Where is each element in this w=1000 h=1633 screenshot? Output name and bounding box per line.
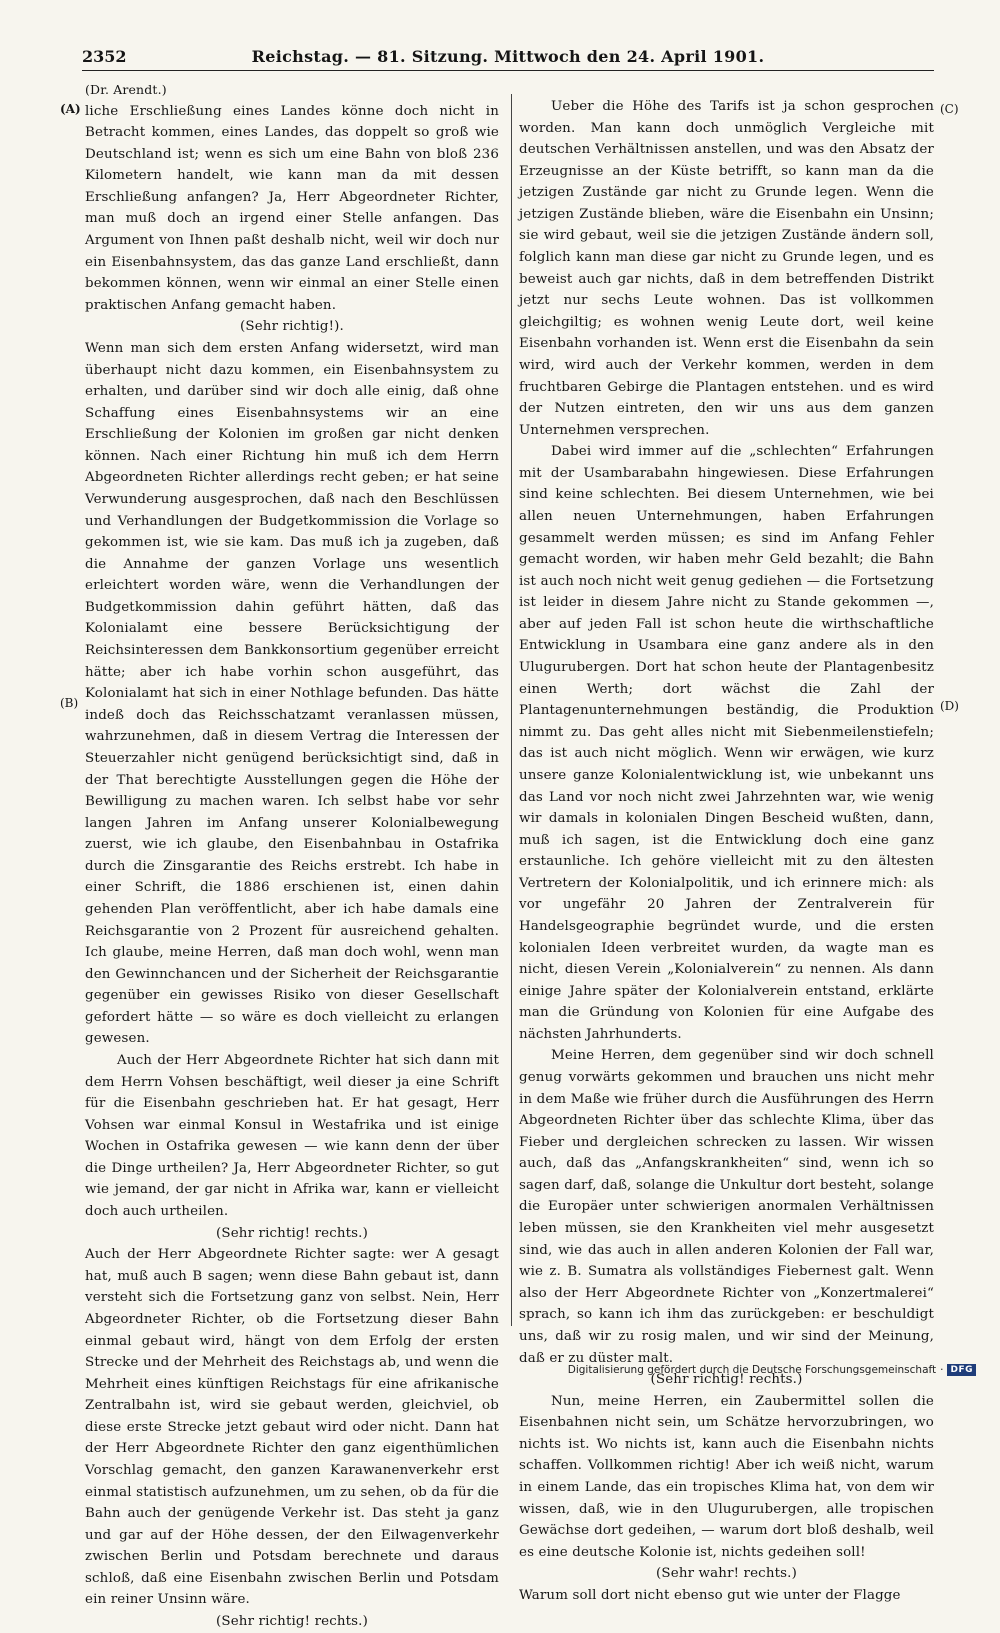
paragraph: Warum soll dort nicht ebenso gut wie unter der Flagge	[519, 1587, 901, 1603]
right-column	[519, 96, 937, 1606]
page-header	[82, 44, 934, 72]
paragraph: Meine Herren, dem gegenüber sind wir doch schnell genug vorwärts gekommen und brauchen uns nicht mehr in dem Maße wie früher durch die Ausführungen des Herrn Abgeordneten Richter über das schlechte Klima, über das Fieber und dergleichen schrecken zu lassen. Wir wissen auch, daß das „Anfangskrankheiten“ sind, wenn ich so sagen darf, daß, solange die Unkultur dort besteht, solange die Europäer unter schwierigen anormalen Verhältnissen leben müssen, sie den Krankheiten viel mehr ausgesetzt sind, wie das auch in allen anderen Kolonien der Fall war, wie z. B. Sumatra als vollständiges Fiebernest galt. Wenn also der Herr Abgeordnete Richter von „Konzertmalerei“ sprach, so kann ich ihm das zurückgeben: er beschuldigt uns, daß wir zu rosig malen, und wir sind der Meinung, daß er zu düster malt.	[519, 1048, 934, 1366]
paragraph: Wenn man sich dem ersten Anfang widersetzt, wird man überhaupt nicht dazu kommen, ein Eisenbahnsystem zu erhalten, und darüber sind wir doch alle einig, daß ohne Schaffung eines Eisenbahnsystems wir an eine Erschließung der Kolonien im großen gar nicht denken können. Nach einer Richtung hin muß ich dem Herrn Abgeordneten Richter allerdings recht geben; er hat seine Verwunderung ausgesprochen, daß nach den Beschlüssen und Verhandlungen der Budgetkommission die Vorlage so gekommen ist, wie sie kam. Das muß ich ja zugeben, daß die Annahme der ganzen Vorlage uns wesentlich erleichtert worden wäre, wenn die Verhandlungen der Budgetkommission dahin geführt hätten, daß das Kolonialamt eine bessere Berücksichtigung der Reichsinteressen dem Bankkonsortium gegenüber erreicht hätte; aber ich habe vorhin schon ausgeführt, das Kolonialamt hat sich in einer Nothlage befunden. Das hätte indeß doch das Reichsschatzamt veranlassen müssen, wahrzunehmen, daß in diesem Vertrag die Interessen der Steuerzahler nicht genügend berücksichtigt sind, daß in der That berechtigte Ausstellungen gegen die Höhe der Bewilligung zu machen waren. Ich selbst habe vor sehr langen Jahren im Anfang unserer Kolonialbewegung zuerst, wie ich glaube, den Eisenbahnbau in Ostafrika durch die Zinsgarantie des Reichs erstrebt. Ich habe in einer Schrift, die 1886 erschienen ist, einen dahin gehenden Plan veröffentlicht, aber ich habe damals eine Reichsgarantie von 2 Prozent für ausreichend gehalten. Ich glaube, meine Herren, daß man doch wohl, wenn man den Gewinnchancen und der Sicherheit der Reichsgarantie gegenüber ein gewisses Risiko von dieser Gesellschaft gefordert hätte — so wäre es doch vielleicht zu erlangen gewesen.	[85, 340, 499, 1047]
paragraph: Ueber die Höhe des Tarifs ist ja schon gesprochen worden. Man kann doch unmöglich Vergleiche mit deutschen Verhältnissen anstellen, und was den Absatz der Erzeugnisse an der Küste betrifft, so kann man da die jetzigen Zustände gar nicht zu Grunde legen. Wenn die jetzigen Zustände blieben, wäre die Eisenbahn ein Unsinn; sie wird gebaut, weil sie die jetzigen Zustände ändern soll, folglich kann man diese gar nicht zu Grunde legen, und es beweist auch gar nichts, daß in dem betreffenden Distrikt jetzt nur sechs Leute wohnen. Das ist vollkommen gleichgiltig; es wohnen wenig Leute dort, weil keine Eisenbahn vorhanden ist. Wenn erst die Eisenbahn da sein wird, wird auch der Verkehr kommen, werden in dem fruchtbaren Gebirge die Plantagen entstehen. und es wird der Nutzen eintreten, den wir uns aus dem ganzen Unternehmen versprechen.	[519, 99, 934, 438]
interjection: (Sehr richtig!).	[240, 319, 344, 335]
left-column	[85, 79, 499, 1633]
footer-text: Digitalisierung gefördert durch die Deutsche Forschungsgemeinschaft	[567, 1364, 937, 1376]
paragraph: Auch der Herr Abgeordnete Richter hat sich dann mit dem Herrn Vohsen beschäftigt, weil dieser ja eine Schrift für die Eisenbahn geschrieben hat. Er hat gesagt, Herr Vohsen war einmal Konsul in Westafrika und ist einige Wochen in Ostafrika gewesen — wie kann denn der über die Dinge urtheilen? Ja, Herr Abgeordneter Richter, so gut wie jemand, der gar nicht in Afrika war, kann er vielleicht doch auch urtheilen.	[85, 1053, 499, 1220]
page-number: 2352	[82, 47, 127, 66]
column-divider	[511, 94, 512, 1326]
paragraph: Auch der Herr Abgeordnete Richter sagte: wer A gesagt hat, muß auch B sagen; wenn diese Bahn gebaut ist, dann versteht sich die Fortsetzung ganz von selbst. Nein, Herr Abgeordneter Richter, ob die Fortsetzung dieser Bahn einmal gebaut wird, hängt von dem Erfolg der ersten Strecke und der Mehrheit des Reichstags ab, und wenn die Mehrheit eines künftigen Reichstags für eine afrikanische Zentralbahn ist, wird sie gebaut werden, gleichviel, ob diese erste Strecke jetzt gebaut wird oder nicht. Dann hat der Herr Abgeordnete Richter den ganz eigenthümlichen Vorschlag gemacht, den ganzen Karawanenverkehr erst einmal statistisch aufzunehmen, um zu sehen, ob da für die Bahn auch der genügende Verkehr ist. Das steht ja ganz und gar auf der Höhe dessen, der den Eilwagenverkehr zwischen Berlin und Potsdam berechnete und daraus schloß, daß eine Eisenbahn zwischen Berlin und Potsdam ein reiner Unsinn wäre.	[85, 1247, 499, 1608]
margin-marker-a: (A)	[60, 102, 81, 116]
paragraph: Nun, meine Herren, ein Zaubermittel sollen die Eisenbahnen nicht sein, um Schätze hervorzubringen, wo nichts ist. Wo nichts ist, kann auch die Eisenbahn nichts schaffen. Vollkommen richtig! Aber ich weiß nicht, warum in einem Lande, das ein tropisches Klima hat, von dem wir wissen, daß, wie in den Ulugurubergen, alle tropischen Gewächse dort gedeihen, — warum dort bloß deshalb, weil es eine deutsche Kolonie ist, nichts gedeihen soll!	[519, 1393, 934, 1560]
margin-marker-d: (D)	[940, 699, 959, 713]
page-title: Reichstag. — 81. Sitzung. Mittwoch den 24. April 1901.	[251, 47, 765, 66]
interjection: (Sehr richtig! rechts.)	[216, 1225, 368, 1241]
margin-marker-c: (C)	[940, 102, 959, 116]
speaker-label: (Dr. Arendt.)	[85, 82, 167, 97]
header-rule	[82, 70, 934, 71]
digitization-footer	[568, 1364, 976, 1376]
footer-separator: ·	[940, 1364, 944, 1376]
interjection: (Sehr wahr! rechts.)	[656, 1566, 797, 1582]
interjection: (Sehr richtig! rechts.)	[650, 1372, 803, 1388]
dfg-logo: DFG	[947, 1364, 976, 1376]
interjection: (Sehr richtig! rechts.)	[216, 1614, 368, 1630]
margin-marker-b: (B)	[60, 696, 79, 710]
paragraph: liche Erschließung eines Landes könne doch nicht in Betracht kommen, eines Landes, das doppelt so groß wie Deutschland ist; wenn es sich um eine Bahn von bloß 236 Kilometern handelt, wie kann man da mit dessen Erschließung anfangen? Ja, Herr Abgeordneter Richter, man muß doch an irgend einer Stelle anfangen. Das Argument von Ihnen paßt deshalb nicht, weil wir doch nur ein Eisenbahnsystem, das das ganze Land erschließt, dann bekommen können, wenn wir einmal an einer Stelle einen praktischen Anfang gemacht haben.	[85, 103, 499, 313]
paragraph: Dabei wird immer auf die „schlechten“ Erfahrungen mit der Usambarabahn hingewiesen. Diese Erfahrungen sind keine schlechten. Bei diesem Unternehmen, wie bei allen neuen Unternehmungen, haben Erfahrungen gesammelt werden müssen; es sind im Anfang Fehler gemacht worden, wir haben mehr Geld bezahlt; die Bahn ist auch noch nicht weit genug gediehen — die Fortsetzung ist leider in diesem Jahre nicht zu Stande gekommen —, aber auf jeden Fall ist schon heute die wirthschaftliche Entwicklung in Usambara eine ganz andere als in den Ulugurubergen. Dort hat schon heute der Plantagenbesitz einen Werth; dort wächst die Zahl der Plantagenunternehmungen beständig, die Produktion nimmt zu. Das geht alles nicht mit Siebenmeilenstiefeln; das ist auch nicht möglich. Wenn wir erwägen, wie kurz unsere ganze Kolonialentwicklung ist, wie unbekannt uns das Land vor noch nicht zwei Jahrzehnten war, wie wenig wir damals in kolonialen Dingen Bescheid wußten, dann, muß ich sagen, ist die Entwicklung doch eine ganz erstaunliche. Ich gehöre vielleicht mit zu den ältesten Vertretern der Kolonialpolitik, und ich erinnere mich: als vor ungefähr 20 Jahren der Zentralverein für Handelsgeographie begründet wurde, und die ersten kolonialen Ideen verbreitet wurden, da wagte man es nicht, diesen Verein „Kolonialverein“ zu nennen. Als dann einige Jahre später der Kolonialverein entstand, erklärte man die Gründung von Kolonien für eine Aufgabe des nächsten Jahrhunderts.	[519, 444, 934, 1042]
